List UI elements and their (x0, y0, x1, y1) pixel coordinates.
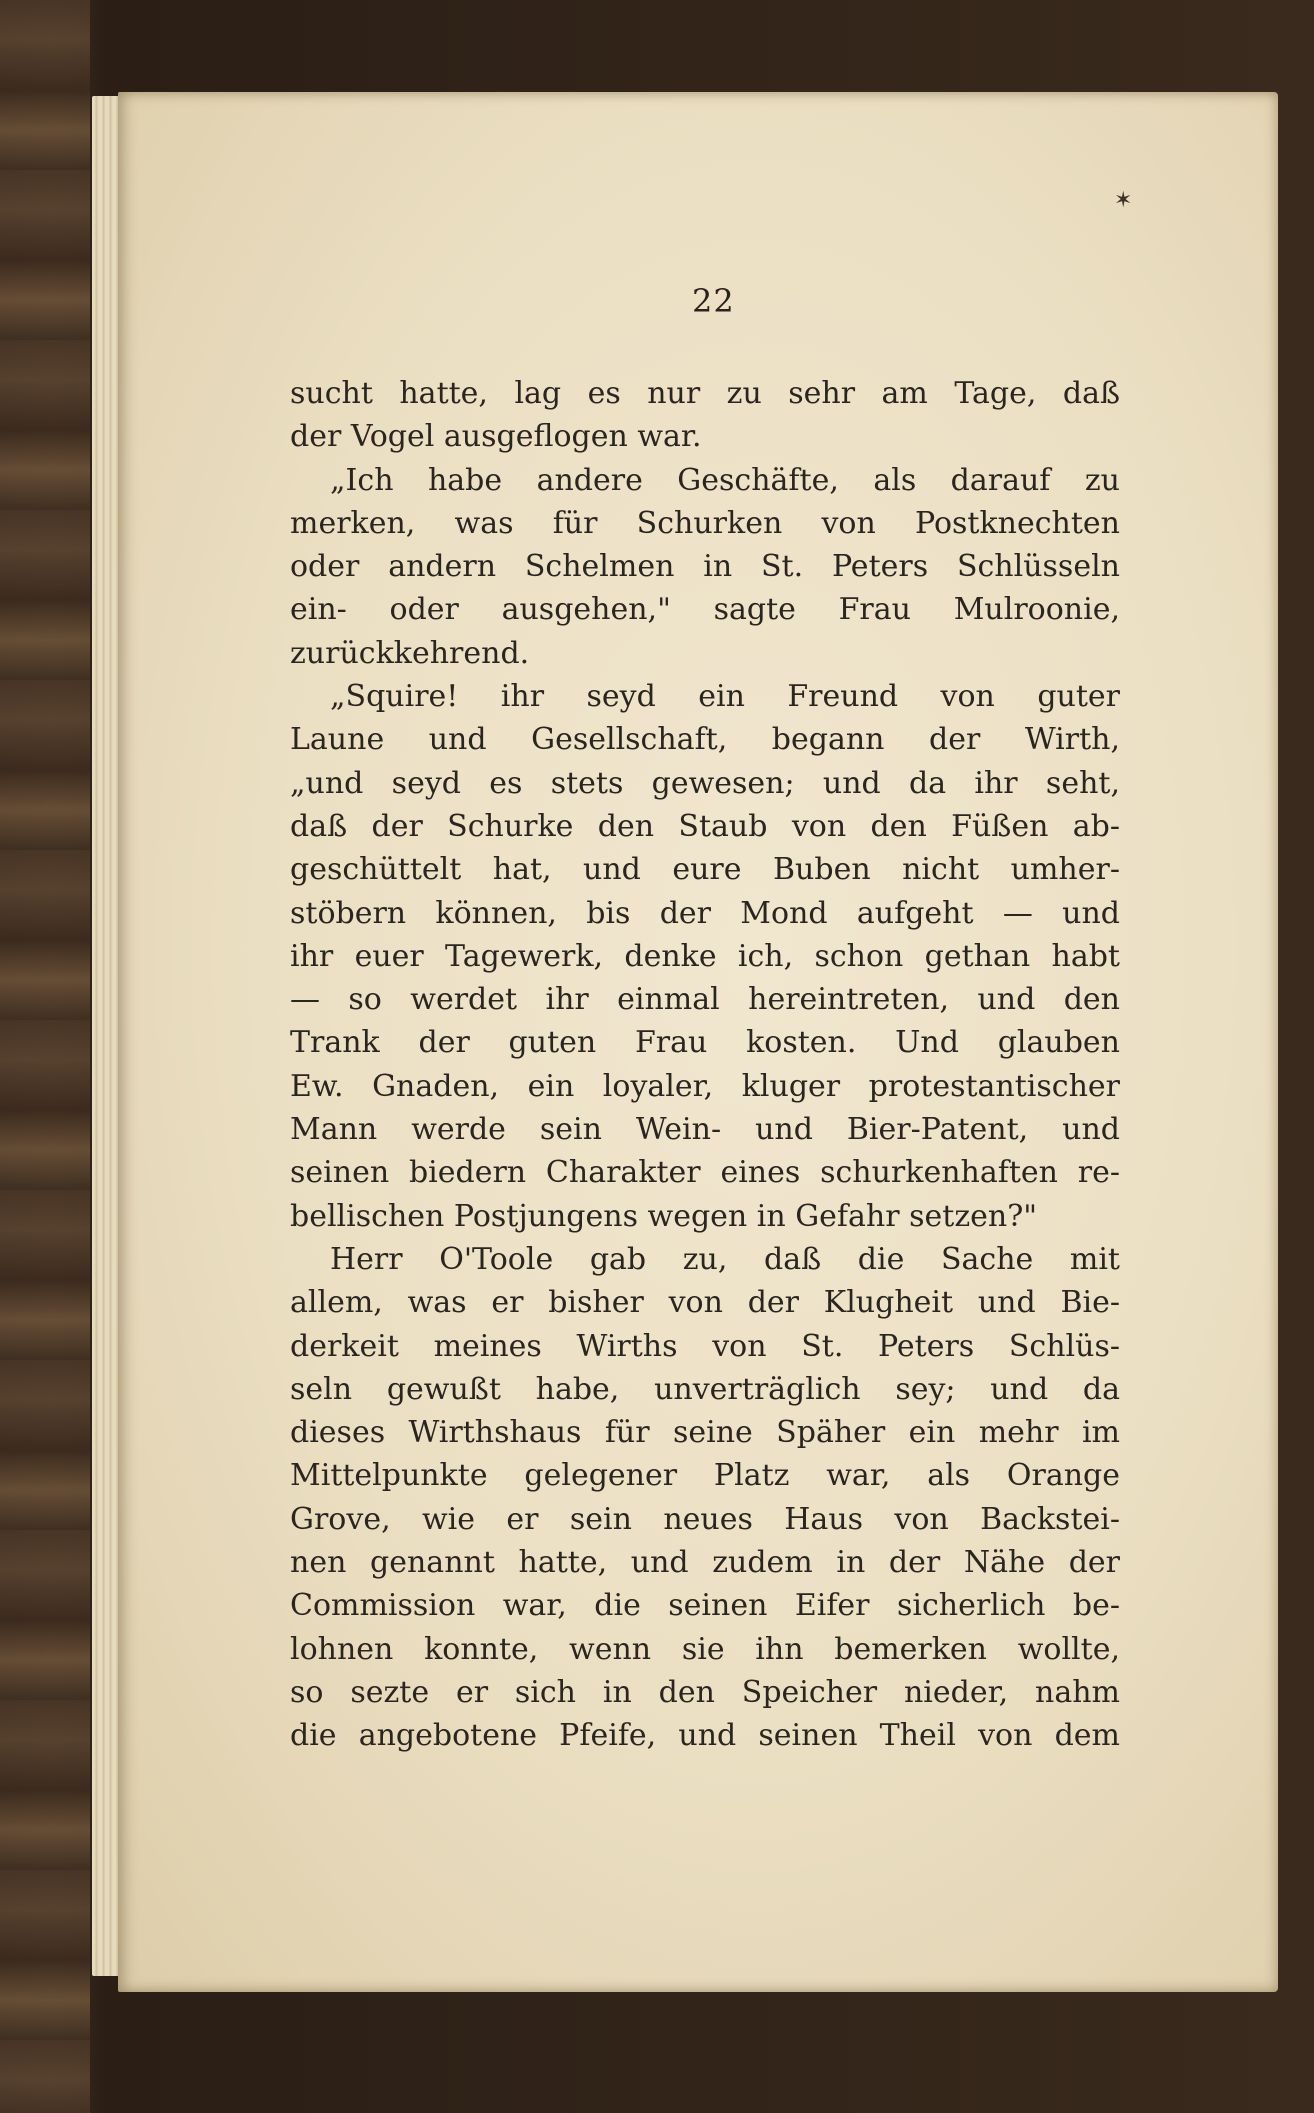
text-line: Commission war, die seinen Eifer sicherlich be- (290, 1588, 1120, 1624)
page-number: 22 (692, 282, 735, 320)
text-line: die angebotene Pfeife, und seinen Theil von dem (290, 1718, 1120, 1754)
body-text (290, 372, 1120, 1758)
text-line: derkeit meines Wirths von St. Peters Schlüs- (290, 1328, 1120, 1364)
text-line: seinen biedern Charakter eines schurkenhaften re- (290, 1155, 1120, 1191)
text-line: ein- oder ausgehen," sagte Frau Mulroonie, (290, 592, 1120, 628)
text-line: Mann werde sein Wein- und Bier-Patent, und (290, 1112, 1120, 1148)
text-line: Trank der guten Frau kosten. Und glauben (290, 1025, 1120, 1061)
text-line: ihr euer Tagewerk, denke ich, schon gethan habt (290, 938, 1120, 974)
text-line: dieses Wirthshaus für seine Späher ein mehr im (290, 1415, 1120, 1451)
text-line: Laune und Gesellschaft, begann der Wirth, (290, 722, 1120, 758)
corner-mark: ✶ (1114, 188, 1133, 213)
text-line: seln gewußt habe, unverträglich sey; und da (290, 1371, 1120, 1407)
text-line: geschüttelt hat, und eure Buben nicht umher- (290, 852, 1120, 888)
text-line: merken, was für Schurken von Postknechten (290, 505, 1120, 541)
book-binding (0, 0, 90, 2113)
text-line: „Ich habe andere Geschäfte, als darauf zu (330, 462, 1120, 498)
text-line: — so werdet ihr einmal hereintreten, und den (290, 982, 1120, 1018)
text-line: lohnen konnte, wenn sie ihn bemerken wollte, (290, 1631, 1120, 1667)
text-line: „Squire! ihr seyd ein Freund von guter (330, 679, 1120, 715)
text-line: Grove, wie er sein neues Haus von Backstei- (290, 1501, 1120, 1537)
text-line: stöbern können, bis der Mond aufgeht — und (290, 895, 1120, 931)
text-line: bellischen Postjungens wegen in Gefahr setzen?" (290, 1198, 1038, 1234)
text-line: oder andern Schelmen in St. Peters Schlüsseln (290, 549, 1120, 585)
text-line: zurückkehrend. (290, 635, 530, 671)
text-line: allem, was er bisher von der Klugheit und Bie- (290, 1285, 1120, 1321)
text-line: daß der Schurke den Staub von den Füßen ab- (290, 808, 1120, 844)
text-line: der Vogel ausgeflogen war. (290, 419, 702, 455)
text-line: nen genannt hatte, und zudem in der Nähe der (290, 1545, 1120, 1581)
text-line: Ew. Gnaden, ein loyaler, kluger protestantischer (290, 1068, 1120, 1104)
text-line: „und seyd es stets gewesen; und da ihr seht, (290, 765, 1120, 801)
text-line: sucht hatte, lag es nur zu sehr am Tage, daß (290, 376, 1120, 411)
text-line: Mittelpunkte gelegener Platz war, als Orange (290, 1458, 1120, 1494)
text-line: Herr O'Toole gab zu, daß die Sache mit (330, 1241, 1120, 1277)
text-line: so sezte er sich in den Speicher nieder, nahm (290, 1674, 1120, 1710)
